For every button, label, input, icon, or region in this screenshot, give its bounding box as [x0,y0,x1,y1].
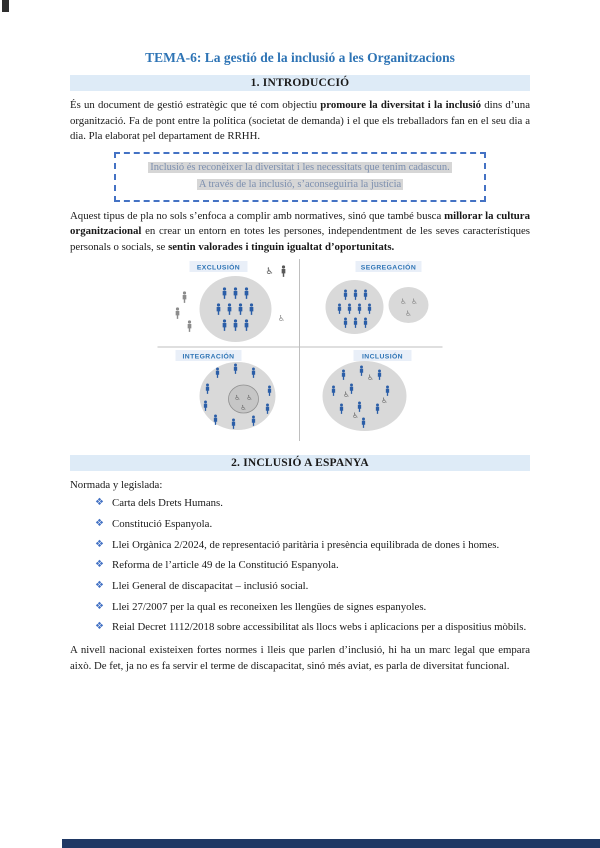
legislation-lead: Normada y legislada: [70,479,163,492]
exclusion-label: EXCLUSIÓN [196,264,241,272]
inclusion-quadrant [323,361,407,431]
quote-line-1 [124,160,476,177]
page-title: TEMA-6: La gestió de la inclusió a les Organitzacions [145,50,455,65]
paragraph-culture [70,209,530,256]
list-item-text: Constitució Espanyola. [112,518,213,531]
highlighted-text: A través de la inclusió, s’aconseguiria la justícia [198,178,402,190]
diamond-bullet-icon: ❖ [95,518,104,530]
wheelchair-icon: ♿ [246,394,253,403]
list-item [95,496,530,512]
text-segment: dins d’una organització. Fa de pont entre la política (societat de demanda) i el que els treballadors fan en el seu dia a dia. Pla elaborat pel departament de RRHH. [70,99,530,143]
inclusion-circle [323,361,407,431]
quote-line-2 [124,177,476,194]
exclusion-circle [200,276,272,342]
wheelchair-icon: ♿ [343,390,350,400]
diamond-bullet-icon: ❖ [95,559,104,571]
text-segment: És un document de gestió estratègic que té com objectiu [70,99,321,111]
diamond-bullet-icon: ❖ [95,600,104,612]
list-item [95,600,530,616]
list-item [95,620,530,636]
list-item-text: Carta dels Drets Humans. [112,497,223,510]
highlighted-text: Inclusió és reconèixer la diversitat i les necessitats que tenim cadascun. [150,161,450,173]
text-segment-bold: millorar la cultura organitzacional [70,209,530,238]
text-segment-bold: sentin valorades i tinguin igualtat d’oportunitats. [168,240,395,253]
inclusion-quadrant-diagram [155,259,445,441]
text-segment: Aquest tipus de pla no sols s’enfoca a complir amb normatives, sinó que també busca [70,209,445,222]
integration-quadrant [200,362,276,430]
paragraph-intro [70,98,530,145]
wheelchair-icon: ♿ [240,404,247,413]
diagram-container [70,259,530,446]
list-item [95,579,530,595]
segregation-quadrant [326,280,429,334]
inclusion-label: INCLUSIÓN [362,353,403,361]
diamond-bullet-icon: ❖ [95,497,104,509]
integration-label: INTEGRACIÓN [182,353,235,361]
wheelchair-icon: ♿ [411,297,418,307]
wheelchair-icon: ♿ [405,309,412,319]
paragraph-closing: A nivell nacional existeixen fortes normes i lleis que parlen d’inclusió, hi ha un marc legal que empara això. De fet, ja no es fa servir el terme de discapacitat, sinó més aviat, es parla de diversitat funcional. [70,643,530,672]
legislation-list [70,496,530,635]
wheelchair-icon: ♿ [381,396,388,406]
footer-bar [62,839,600,848]
diamond-bullet-icon: ❖ [95,621,104,633]
text-segment-bold: promoure la diversitat i la inclusió [320,99,482,111]
list-item-text: Reial Decret 1112/2018 sobre accessibilitat als llocs webs i aplicacions per a dispositius mòbils. [112,621,527,634]
person-icon [176,308,180,319]
diamond-bullet-icon: ❖ [95,580,104,591]
wheelchair-icon: ♿ [400,297,407,307]
wheelchair-icon: ♿ [277,314,286,324]
list-item-text: Llei Orgànica 2/2024, de representació paritària i presència equilibrada de dones i homes. [112,538,500,551]
person-icon [188,321,192,332]
list-item-text: Llei General de discapacitat – inclusió social. [112,580,309,592]
segregation-main-circle [326,280,384,334]
wheelchair-icon: ♿ [352,411,359,421]
exclusion-quadrant [176,266,286,343]
wheelchair-icon: ♿ [367,373,374,383]
segregation-label: SEGREGACIÓN [360,264,417,272]
diamond-bullet-icon: ❖ [95,538,104,550]
section-heading-espanya: 2. INCLUSIÓ A ESPANYA [70,455,530,471]
list-item-text: Llei 27/2007 per la qual es reconeixen les llengües de signes espanyoles. [112,600,427,613]
exclusion-people-outside [176,292,192,332]
list-item [95,558,530,574]
wheelchair-icon: ♿ [265,267,274,278]
person-icon [282,266,286,277]
document-content [0,50,600,674]
person-icon [183,292,187,303]
list-item [95,517,530,533]
list-item-text: Reforma de l’article 49 de la Constitució Espanyola. [112,559,339,572]
wheelchair-icon: ♿ [234,394,241,403]
inclusio-definition-box [114,152,486,202]
page-corner-artifact [2,0,9,12]
section-heading-introduccio: 1. INTRODUCCIÓ [70,75,530,91]
text-segment: en crear un entorn en totes les persones, independentment de les seves característiques personals o socials, se [70,225,530,253]
list-item [95,538,530,554]
